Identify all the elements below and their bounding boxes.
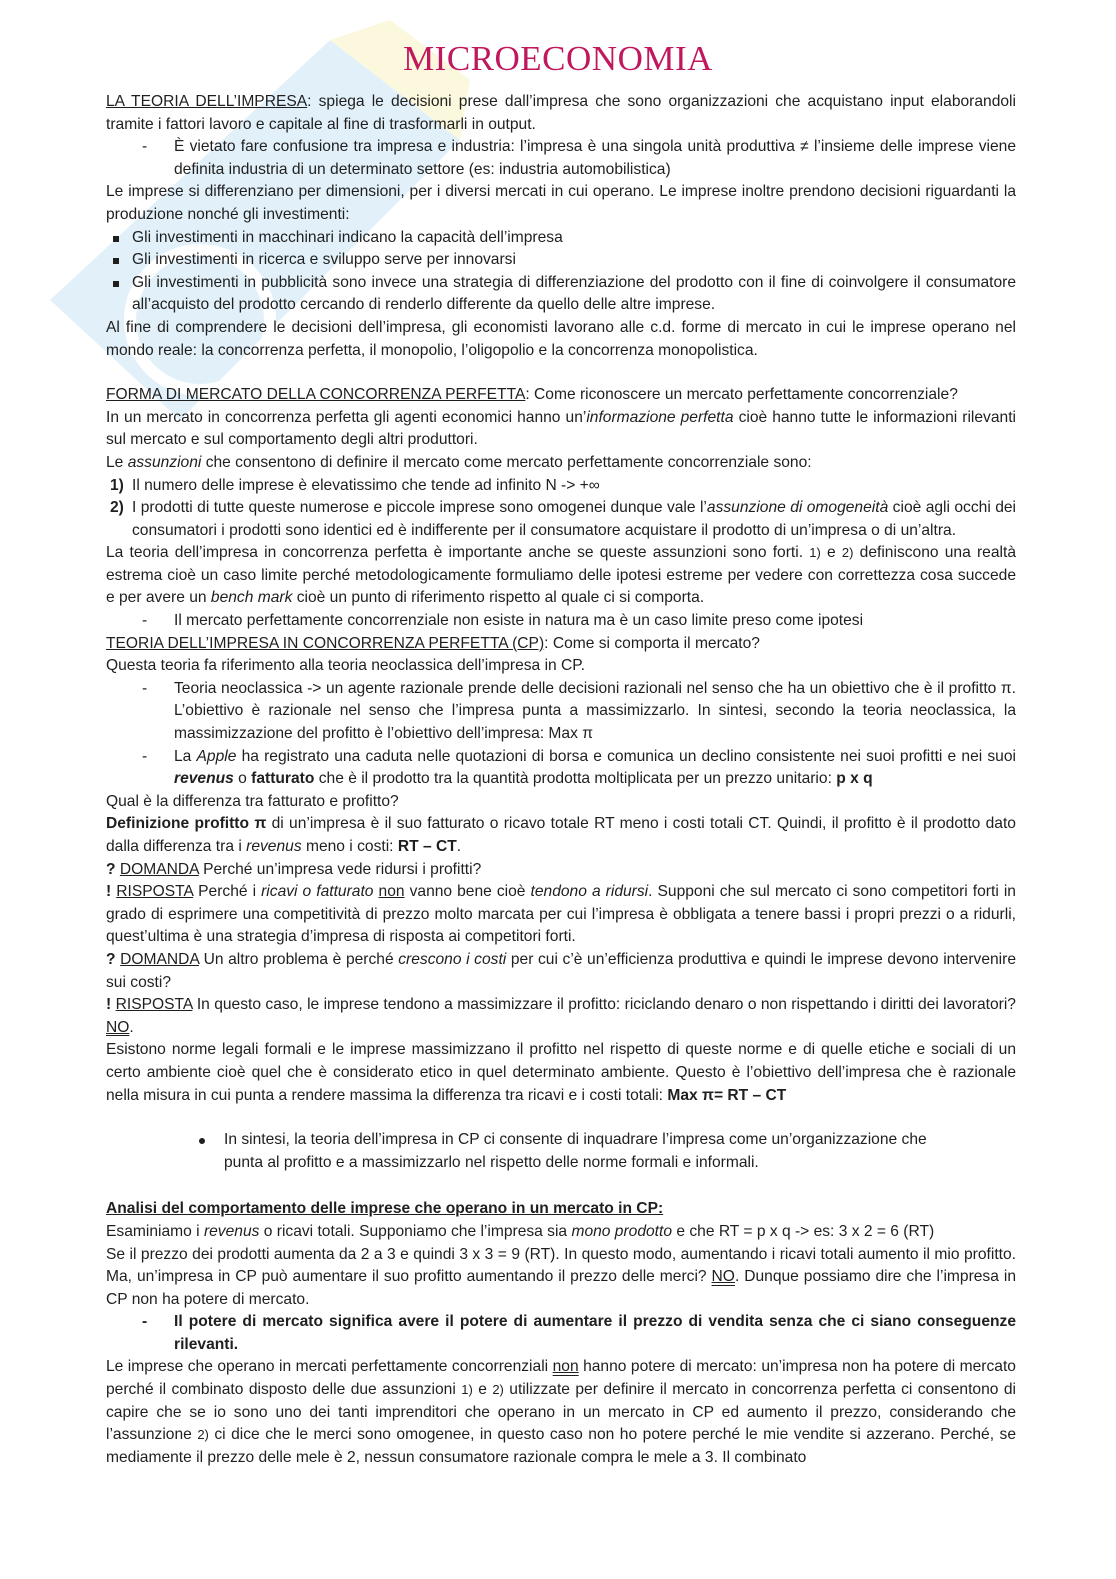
paragraph: [106, 1356, 1016, 1469]
text: che è il prodotto tra la quantità prodotta moltiplicata per un prezzo unitario:: [314, 770, 837, 788]
text: In un mercato in concorrenza perfetta gli agenti economici hanno un’: [106, 408, 587, 426]
text: informazione perfetta: [586, 408, 734, 426]
text: utilizzate per definire il mercato in concorrenza perfetta ci consentono di capire che se io sono uno dei tanti imprenditori che operano in un mercato in CP ed aumento il prezzo, considerando che l’assunzione: [106, 1381, 1016, 1444]
spacer: [106, 362, 1016, 384]
text: Esistono norme legali formali e le imprese massimizzano il profitto nel rispetto di queste norme e di quelle etiche e sociali di un certo ambiente cioè quel che è considerato etico in quel determinato ambiente. Questo è l’obiettivo dell’impresa che è razionale nella misura in cui punta a rendere massima la differenza tra ricavi e i costi totali:: [106, 1041, 1016, 1104]
text: mono prodotto: [571, 1222, 673, 1240]
section-heading: TEORIA DELL’IMPRESA IN CONCORRENZA PERFETTA (CP): [106, 634, 545, 652]
dash-item: - Teoria neoclassica -> un agente razionale prende delle decisioni razionali nel senso che ha un obiettivo che è il profitto π. L’obiettivo è razionale nel senso che l’impresa punta a massimizzarlo. In sintesi, secondo la teoria neoclassica, la massimizzazione del profitto è l’obiettivo dell’impresa: Max π: [106, 678, 1016, 746]
paragraph: [106, 91, 1016, 136]
text: assunzioni: [127, 453, 202, 471]
dash-item: - Il potere di mercato significa avere il potere di aumentare il prezzo di vendita senza che ci siano conseguenze rilevanti.: [106, 1311, 1016, 1356]
text: cioè agli occhi dei consumatori i prodotti sono identici ed è indifferente per il consumatore acquistare il prodotto di un’impresa o di un’altra.: [132, 499, 1017, 539]
text: ci dice che le merci sono omogenee, in questo caso non ho potere perché le mie vendite si azzerano. Perché, se mediamente il prezzo delle mele è 2, nessun consumatore razionale compra le mele a 3. Il combinato: [106, 1426, 1016, 1466]
paragraph: [106, 1221, 1016, 1244]
text: bench mark: [210, 589, 293, 607]
text: p x q: [836, 770, 873, 788]
text: : spiega le decisioni prese dall’impresa che sono organizzazioni che acquistano input elaborandoli tramite i fattori lavoro e capitale al fine di trasformarli in output.: [106, 93, 1016, 133]
spacer: [106, 1107, 1016, 1129]
question-mark-icon: ?: [106, 860, 116, 878]
text: 1): [809, 545, 821, 561]
text: : Come riconoscere un mercato perfettamente concorrenziale?: [525, 386, 958, 404]
text: .: [129, 1018, 134, 1036]
text: . Supponi che sul mercato ci sono competitori forti in grado di esprimere una competitività di prezzo molto marcata per cui l’impresa è obbligata a tenere bassi i propri prezzi o a ridurli, quest’ultima è una strategia d’impresa di risposta ai competitori forti.: [106, 883, 1016, 946]
text: Apple: [196, 747, 237, 765]
text: .: [456, 838, 462, 855]
text: In questo caso, le imprese tendono a massimizzare il profitto: riciclando denaro o non rispettando i diritti dei lavoratori?: [192, 996, 1016, 1014]
section-heading: FORMA DI MERCATO DELLA CONCORRENZA PERFETTA: [106, 386, 526, 404]
text: I prodotti di tutte queste numerose e piccole imprese sono omogenei dunque vale l’: [132, 499, 707, 517]
text: 2): [197, 1427, 209, 1443]
text: non: [552, 1358, 579, 1376]
dash-item: [106, 746, 1016, 791]
paragraph: [106, 1198, 1016, 1221]
dot-item: In sintesi, la teoria dell’impresa in CP ci consente di inquadrare l’impresa come un’organizzazione che punta al profitto e a massimizzarlo nel rispetto delle norme formali e informali.: [106, 1129, 1016, 1174]
text: ricavi o fatturato: [261, 883, 374, 901]
bullet-item: Gli investimenti in ricerca e sviluppo serve per innovarsi: [106, 249, 1016, 272]
item-number: 1): [110, 476, 124, 494]
text: o: [233, 770, 252, 788]
text: Il numero delle imprese è elevatissimo che tende ad infinito N -> +∞: [132, 476, 600, 494]
text: meno i costi:: [301, 838, 398, 855]
text: che consentono di definire il mercato come mercato perfettamente concorrenziale sono:: [201, 453, 812, 471]
question-label: DOMANDA: [119, 860, 199, 878]
text: Le: [106, 453, 128, 471]
answer-label: RISPOSTA: [115, 996, 193, 1014]
text: La: [174, 747, 197, 765]
section-heading: LA TEORIA DELL’IMPRESA: [106, 93, 308, 110]
paragraph: [106, 407, 1016, 452]
bullet-item: Gli investimenti in macchinari indicano la capacità dell’impresa: [106, 227, 1016, 250]
text: Se il prezzo dei prodotti aumenta da 2 a 3 e quindi 3 x 3 = 9 (RT). In questo modo, aumentando i ricavi totali aumento il mio profitto. Ma, un’impresa in CP può aumentare il suo profitto aumentando il prezzo delle merci?: [106, 1245, 1016, 1286]
text: e: [820, 544, 842, 562]
paragraph: [106, 452, 1016, 475]
paragraph: Questa teoria fa riferimento alla teoria neoclassica dell’impresa in CP.: [106, 657, 586, 675]
paragraph: Le imprese si differenziano per dimensioni, per i diversi mercati in cui operano. Le imprese inoltre prendono decisioni riguardanti la produzione nonché gli investimenti:: [106, 183, 1016, 223]
text: hanno potere di mercato: un’impresa non ha potere di mercato perché il combinato disposto delle due assunzioni: [106, 1358, 1016, 1399]
text: : Come si comporta il mercato?: [544, 634, 760, 652]
text: e: [472, 1381, 493, 1399]
formula: Max π= RT – CT: [667, 1086, 787, 1104]
bullet-item: Gli investimenti in pubblicità sono invece una strategia di differenziazione del prodotto con il fine di coinvolgere il consumatore all’acquisto del prodotto cercando di renderlo differente da quello delle altre imprese.: [106, 272, 1016, 317]
text: Perché un’impresa vede ridursi i profitti?: [198, 860, 482, 878]
paragraph: [106, 1039, 1016, 1107]
text: NO: [106, 1018, 130, 1036]
question-mark-icon: ?: [106, 950, 116, 968]
answer: [106, 881, 1016, 949]
text: Perché i: [193, 883, 262, 901]
paragraph: [106, 633, 1016, 656]
document-body: [106, 91, 1016, 1469]
paragraph: [106, 542, 1016, 610]
text: cioè un punto di riferimento rispetto al quale ci si comporta.: [292, 589, 705, 607]
text: RT – CT: [397, 838, 457, 855]
text: per cui c’è un’efficienza produttiva e quindi le imprese devono intervenire sui costi?: [106, 950, 1017, 991]
text: definiscono una realtà estrema cioè un caso limite perché metodologicamente formuliamo delle ipotesi estreme per vedere con correttezza cosa succede e per avere un: [106, 544, 1016, 607]
paragraph: Al fine di comprendere le decisioni dell’impresa, gli economisti lavorano alle c.d. forme di mercato in cui le imprese operano nel mondo reale: la concorrenza perfetta, il monopolio, l’oligopolio e la concorrenza monopolistica.: [106, 318, 1016, 359]
exclamation-icon: !: [106, 883, 112, 901]
text: 2): [841, 545, 854, 561]
text: 1): [461, 1382, 473, 1398]
text: assunzione di omogeneità: [706, 499, 889, 517]
answer-label: RISPOSTA: [116, 883, 194, 901]
text: Esaminiamo i: [106, 1222, 204, 1240]
definition-heading: Definizione profitto π: [106, 815, 267, 833]
spacer: [106, 1174, 1016, 1198]
numbered-item: [106, 497, 1016, 542]
text: Le imprese che operano in mercati perfettamente concorrenziali: [106, 1358, 553, 1376]
question: [106, 859, 1016, 882]
page-title: MICROECONOMIA: [403, 39, 713, 78]
paragraph: Qual è la differenza tra fatturato e profitto?: [106, 792, 399, 810]
section-heading: Analisi del comportamento delle imprese che operano in un mercato in CP:: [106, 1200, 664, 1218]
text: e che RT = p x q -> es: 3 x 2 = 6 (RT): [672, 1222, 935, 1240]
exclamation-icon: !: [106, 996, 112, 1014]
item-number: 2): [110, 499, 124, 517]
paragraph: [106, 813, 1016, 858]
answer: [106, 994, 1016, 1039]
text: . Dunque possiamo dire che l’impresa in CP non ha potere di mercato.: [106, 1268, 1016, 1308]
paragraph: [106, 1244, 1016, 1312]
text: tendono a ridursi: [530, 883, 649, 901]
text: vanno bene cioè: [404, 883, 531, 901]
text: o ricavi totali. Supponiamo che l’impresa sia: [259, 1222, 572, 1240]
text: cioè hanno tutte le informazioni rilevanti sul mercato e sul comportamento degli altri produttori.: [106, 408, 1016, 449]
text: ha registrato una caduta nelle quotazioni di borsa e comunica un declino consistente nei suoi profitti e nei suoi: [236, 747, 1016, 765]
text: di un’impresa è il suo fatturato o ricavo totale RT meno i costi totali CT. Quindi, il profitto è il prodotto dato dalla differenza tra i: [106, 815, 1016, 855]
text: revenus: [174, 770, 234, 788]
text: revenus: [246, 838, 302, 855]
dash-item: - È vietato fare confusione tra impresa e industria: l’impresa è una singola unità produttiva ≠ l’insieme delle imprese viene definita industria di un determinato settore (es: industria automobilistica): [106, 136, 1016, 181]
text: non: [378, 883, 405, 901]
question-label: DOMANDA: [120, 950, 199, 968]
dash-item: - Il mercato perfettamente concorrenziale non esiste in natura ma è un caso limite preso come ipotesi: [106, 610, 1016, 633]
text: revenus: [203, 1222, 260, 1240]
text: 2): [492, 1382, 504, 1398]
paragraph: [106, 384, 1016, 407]
numbered-item: [106, 475, 1016, 498]
text: NO: [711, 1268, 735, 1286]
text: fatturato: [251, 770, 315, 788]
text: Un altro problema è perché: [199, 950, 399, 968]
text: La teoria dell’impresa in concorrenza perfetta è importante anche se queste assunzioni sono forti.: [106, 544, 810, 562]
question: [106, 949, 1016, 994]
text: crescono i costi: [398, 950, 507, 968]
